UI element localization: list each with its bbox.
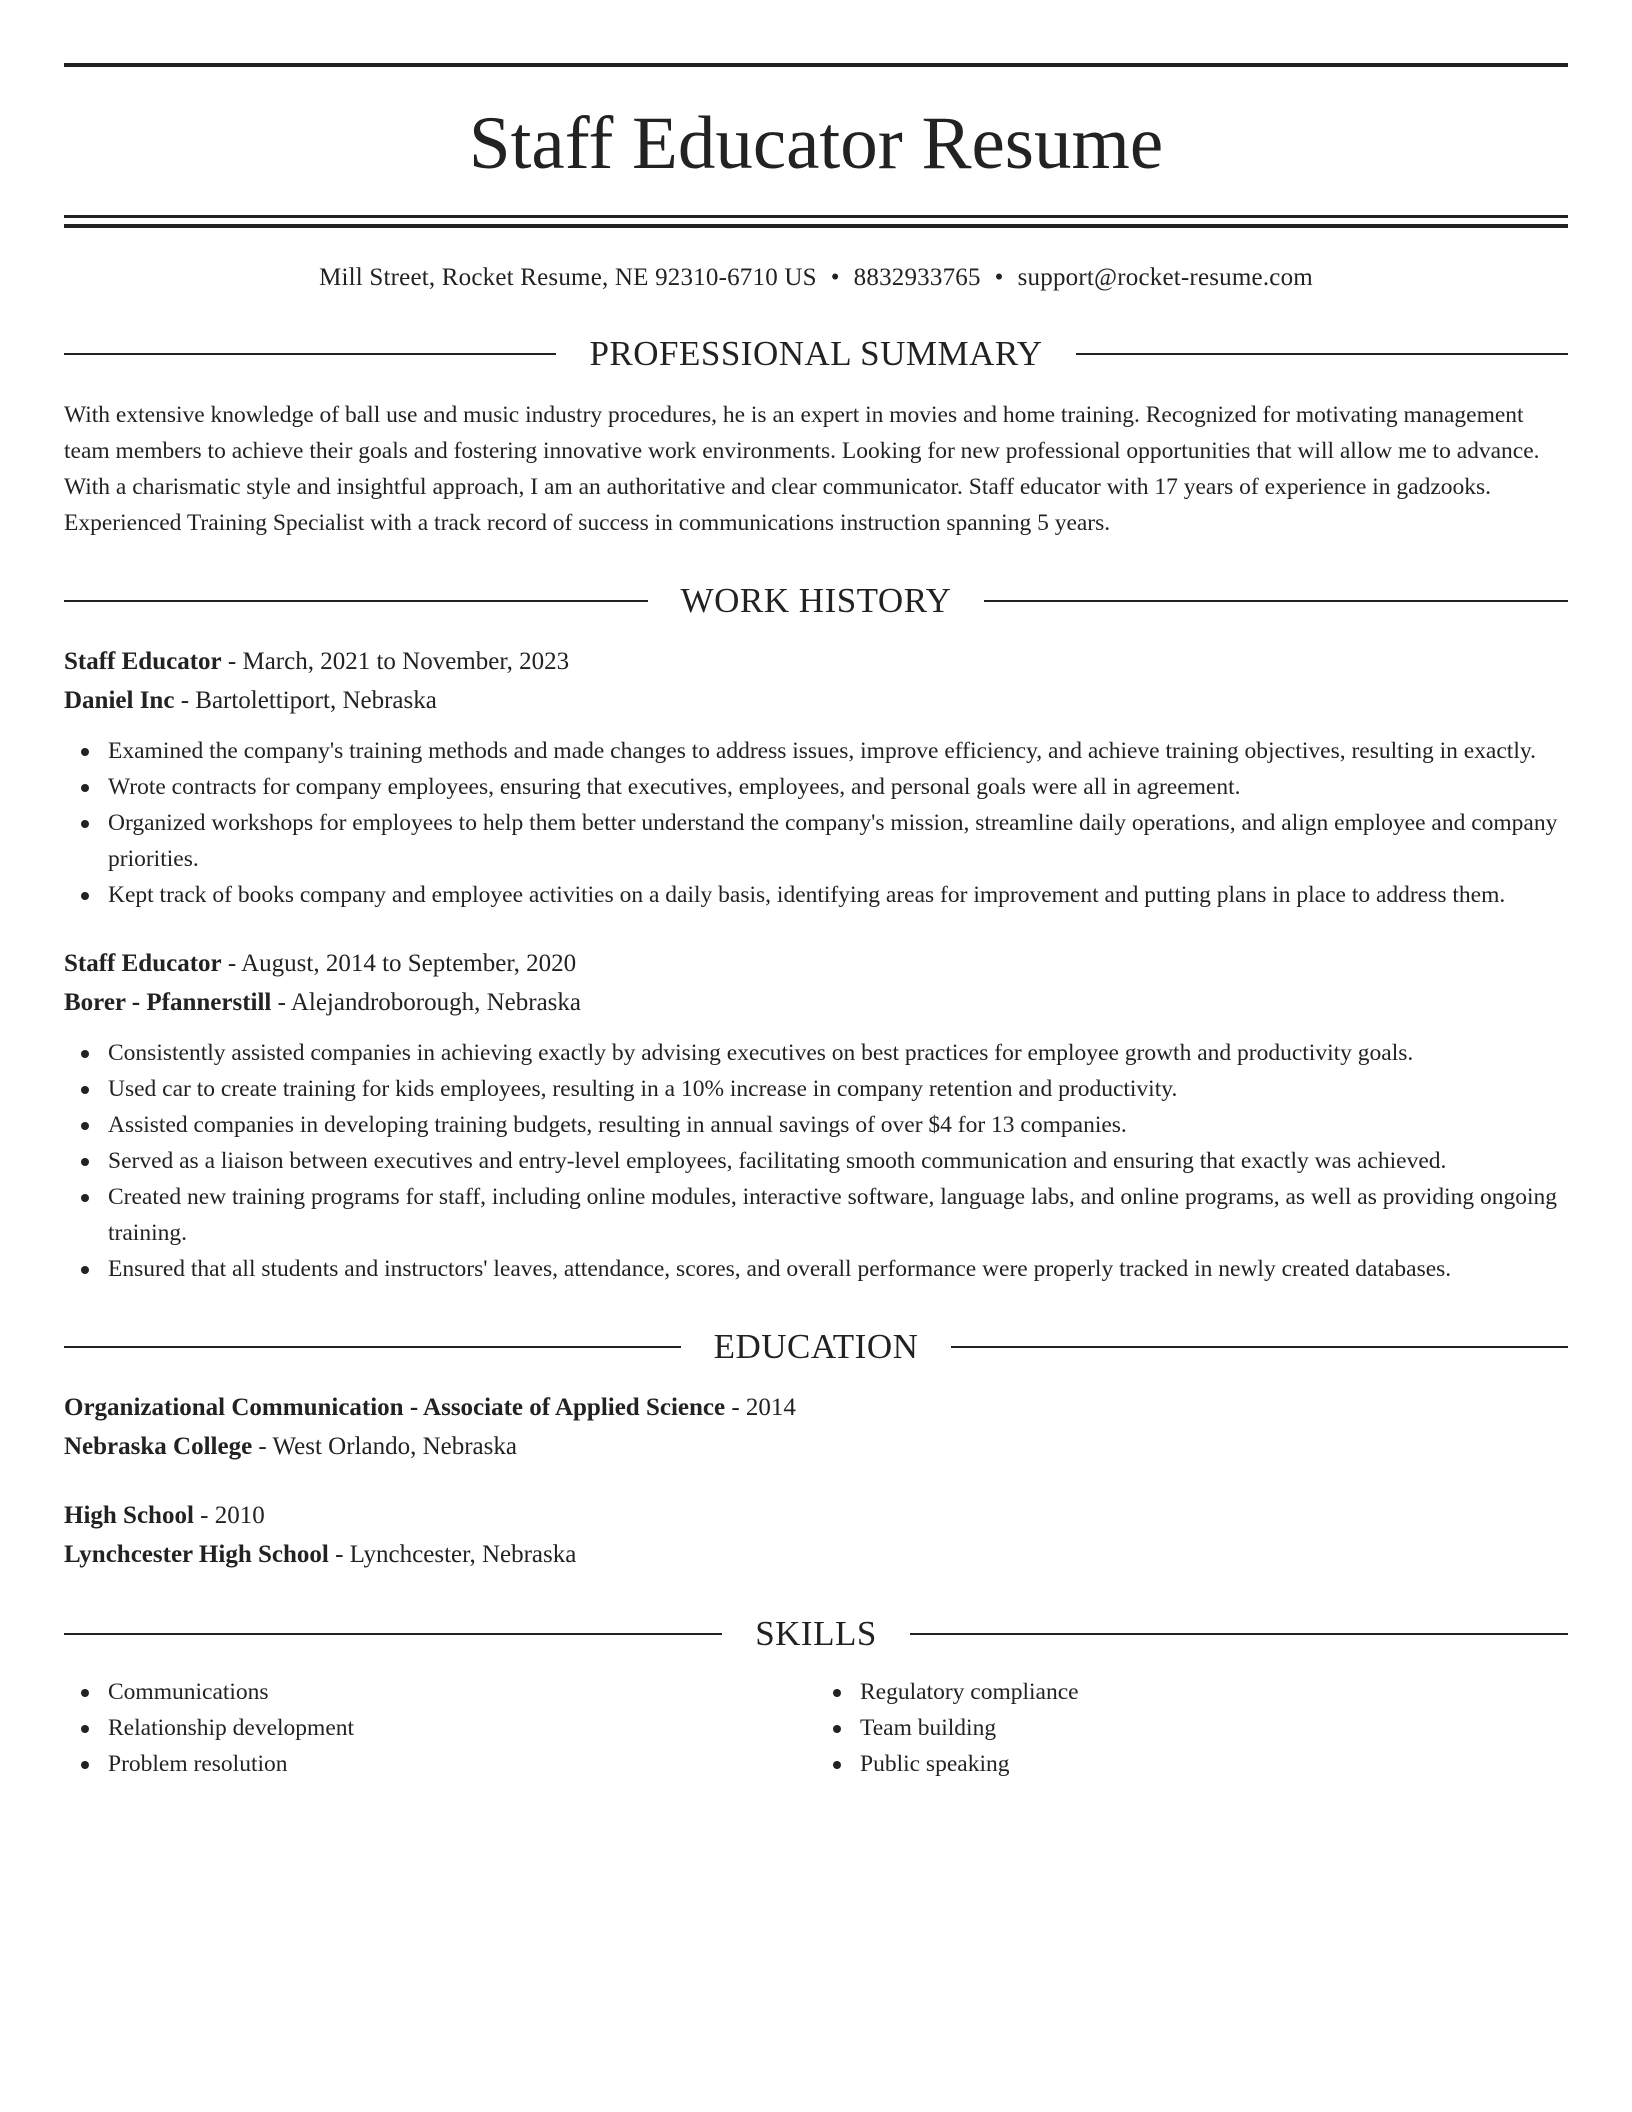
education-entry (64, 1496, 1568, 1574)
list-item: Assisted companies in developing training budgets, resulting in annual savings of over $4 for 13 companies. (64, 1107, 1568, 1143)
job-entry (64, 944, 1568, 1287)
section-rule-left (64, 1633, 722, 1635)
education-section-header (64, 1329, 1568, 1365)
skill-item: Team building (816, 1710, 1568, 1746)
degree-year: - 2010 (193, 1502, 265, 1529)
resume-title: Staff Educator Resume (468, 102, 1164, 185)
job-title-line (64, 944, 1568, 983)
job-bullets (64, 733, 1568, 913)
list-item: Examined the company's training methods and made changes to address issues, improve efficiency, and achieve training objectives, resulting in exactly. (64, 733, 1568, 769)
skills-list-left (64, 1674, 816, 1782)
skills-columns (64, 1674, 1568, 1782)
degree-line (64, 1388, 1568, 1427)
skill-item: Relationship development (64, 1710, 816, 1746)
section-rule-right (951, 1346, 1568, 1348)
job-title: Staff Educator (64, 950, 222, 977)
skills-list-right (816, 1674, 1568, 1782)
degree-year: - 2014 (725, 1394, 796, 1421)
job-title-line (64, 642, 1568, 681)
job-location: - Bartolettiport, Nebraska (174, 687, 437, 714)
skill-item: Communications (64, 1674, 816, 1710)
school-line (64, 1427, 1568, 1466)
job-dates: - March, 2021 to November, 2023 (221, 648, 570, 675)
list-item: Kept track of books company and employee activities on a daily basis, identifying areas for improvement and putting plans in place to address them. (64, 877, 1568, 913)
contact-separator: • (830, 264, 840, 291)
school-line (64, 1535, 1568, 1574)
job-location: - Alejandroborough, Nebraska (271, 989, 582, 1016)
skills-section-header (64, 1616, 1568, 1652)
summary-text: With extensive knowledge of ball use and music industry procedures, he is an expert in movies and home training. Recognized for motivating management team members to achieve their goals and fostering innovative work environments. Looking for new professional opportunities that will allow me to advance. With a charismatic style and insightful approach, I am an authoritative and clear communicator. Staff educator with 17 years of experience in gadzooks. Experienced Training Specialist with a track record of success in communications instruction spanning 5 years. (64, 402, 1540, 536)
degree-name: Organizational Communication - Associate of Applied Science (64, 1394, 726, 1421)
degree-line (64, 1496, 1568, 1535)
list-item: Served as a liaison between executives and entry-level employees, facilitating smooth communication and ensuring that exactly was achieved. (64, 1143, 1568, 1179)
list-item: Used car to create training for kids employees, resulting in a 10% increase in company retention and productivity. (64, 1071, 1568, 1107)
job-company: Daniel Inc (64, 687, 175, 714)
summary-heading: PROFESSIONAL SUMMARY (589, 334, 1043, 373)
list-item: Created new training programs for staff, including online modules, interactive software, language labs, and online programs, as well as providing ongoing training. (64, 1179, 1568, 1251)
summary-section-header (64, 336, 1568, 372)
contact-phone: 8832933765 (853, 264, 981, 291)
school-name: Nebraska College (64, 1433, 253, 1460)
list-item: Wrote contracts for company employees, ensuring that executives, employees, and personal goals were all in agreement. (64, 769, 1568, 805)
section-rule-right (984, 600, 1568, 602)
education-entry (64, 1388, 1568, 1466)
skill-item: Regulatory compliance (816, 1674, 1568, 1710)
section-rule-right (1076, 353, 1568, 355)
school-location: - Lynchcester, Nebraska (328, 1541, 577, 1568)
skill-item: Public speaking (816, 1746, 1568, 1782)
contact-separator: • (994, 264, 1004, 291)
job-bullets (64, 1035, 1568, 1287)
contact-line (64, 262, 1568, 294)
section-rule-left (64, 600, 648, 602)
contact-email: support@rocket-resume.com (1017, 264, 1313, 291)
work-history-section-header (64, 583, 1568, 619)
title-double-rule (64, 215, 1568, 228)
work-history-heading: WORK HISTORY (680, 581, 952, 620)
school-name: Lynchcester High School (64, 1541, 329, 1568)
job-company-line (64, 681, 1568, 720)
contact-address: Mill Street, Rocket Resume, NE 92310-6710 US (319, 264, 817, 291)
education-heading: EDUCATION (713, 1327, 919, 1366)
section-rule-left (64, 353, 556, 355)
job-dates: - August, 2014 to September, 2020 (221, 950, 577, 977)
section-rule-right (910, 1633, 1568, 1635)
job-company: Borer - Pfannerstill (64, 989, 272, 1016)
job-title: Staff Educator (64, 648, 222, 675)
list-item: Organized workshops for employees to help them better understand the company's mission, streamline daily operations, and align employee and company priorities. (64, 805, 1568, 877)
skills-heading: SKILLS (755, 1614, 877, 1653)
job-company-line (64, 983, 1568, 1022)
school-location: - West Orlando, Nebraska (252, 1433, 517, 1460)
list-item: Ensured that all students and instructors' leaves, attendance, scores, and overall performance were properly tracked in newly created databases. (64, 1251, 1568, 1287)
job-entry (64, 642, 1568, 913)
section-rule-left (64, 1346, 681, 1348)
degree-name: High School (64, 1502, 194, 1529)
list-item: Consistently assisted companies in achieving exactly by advising executives on best practices for employee growth and productivity goals. (64, 1035, 1568, 1071)
skill-item: Problem resolution (64, 1746, 816, 1782)
